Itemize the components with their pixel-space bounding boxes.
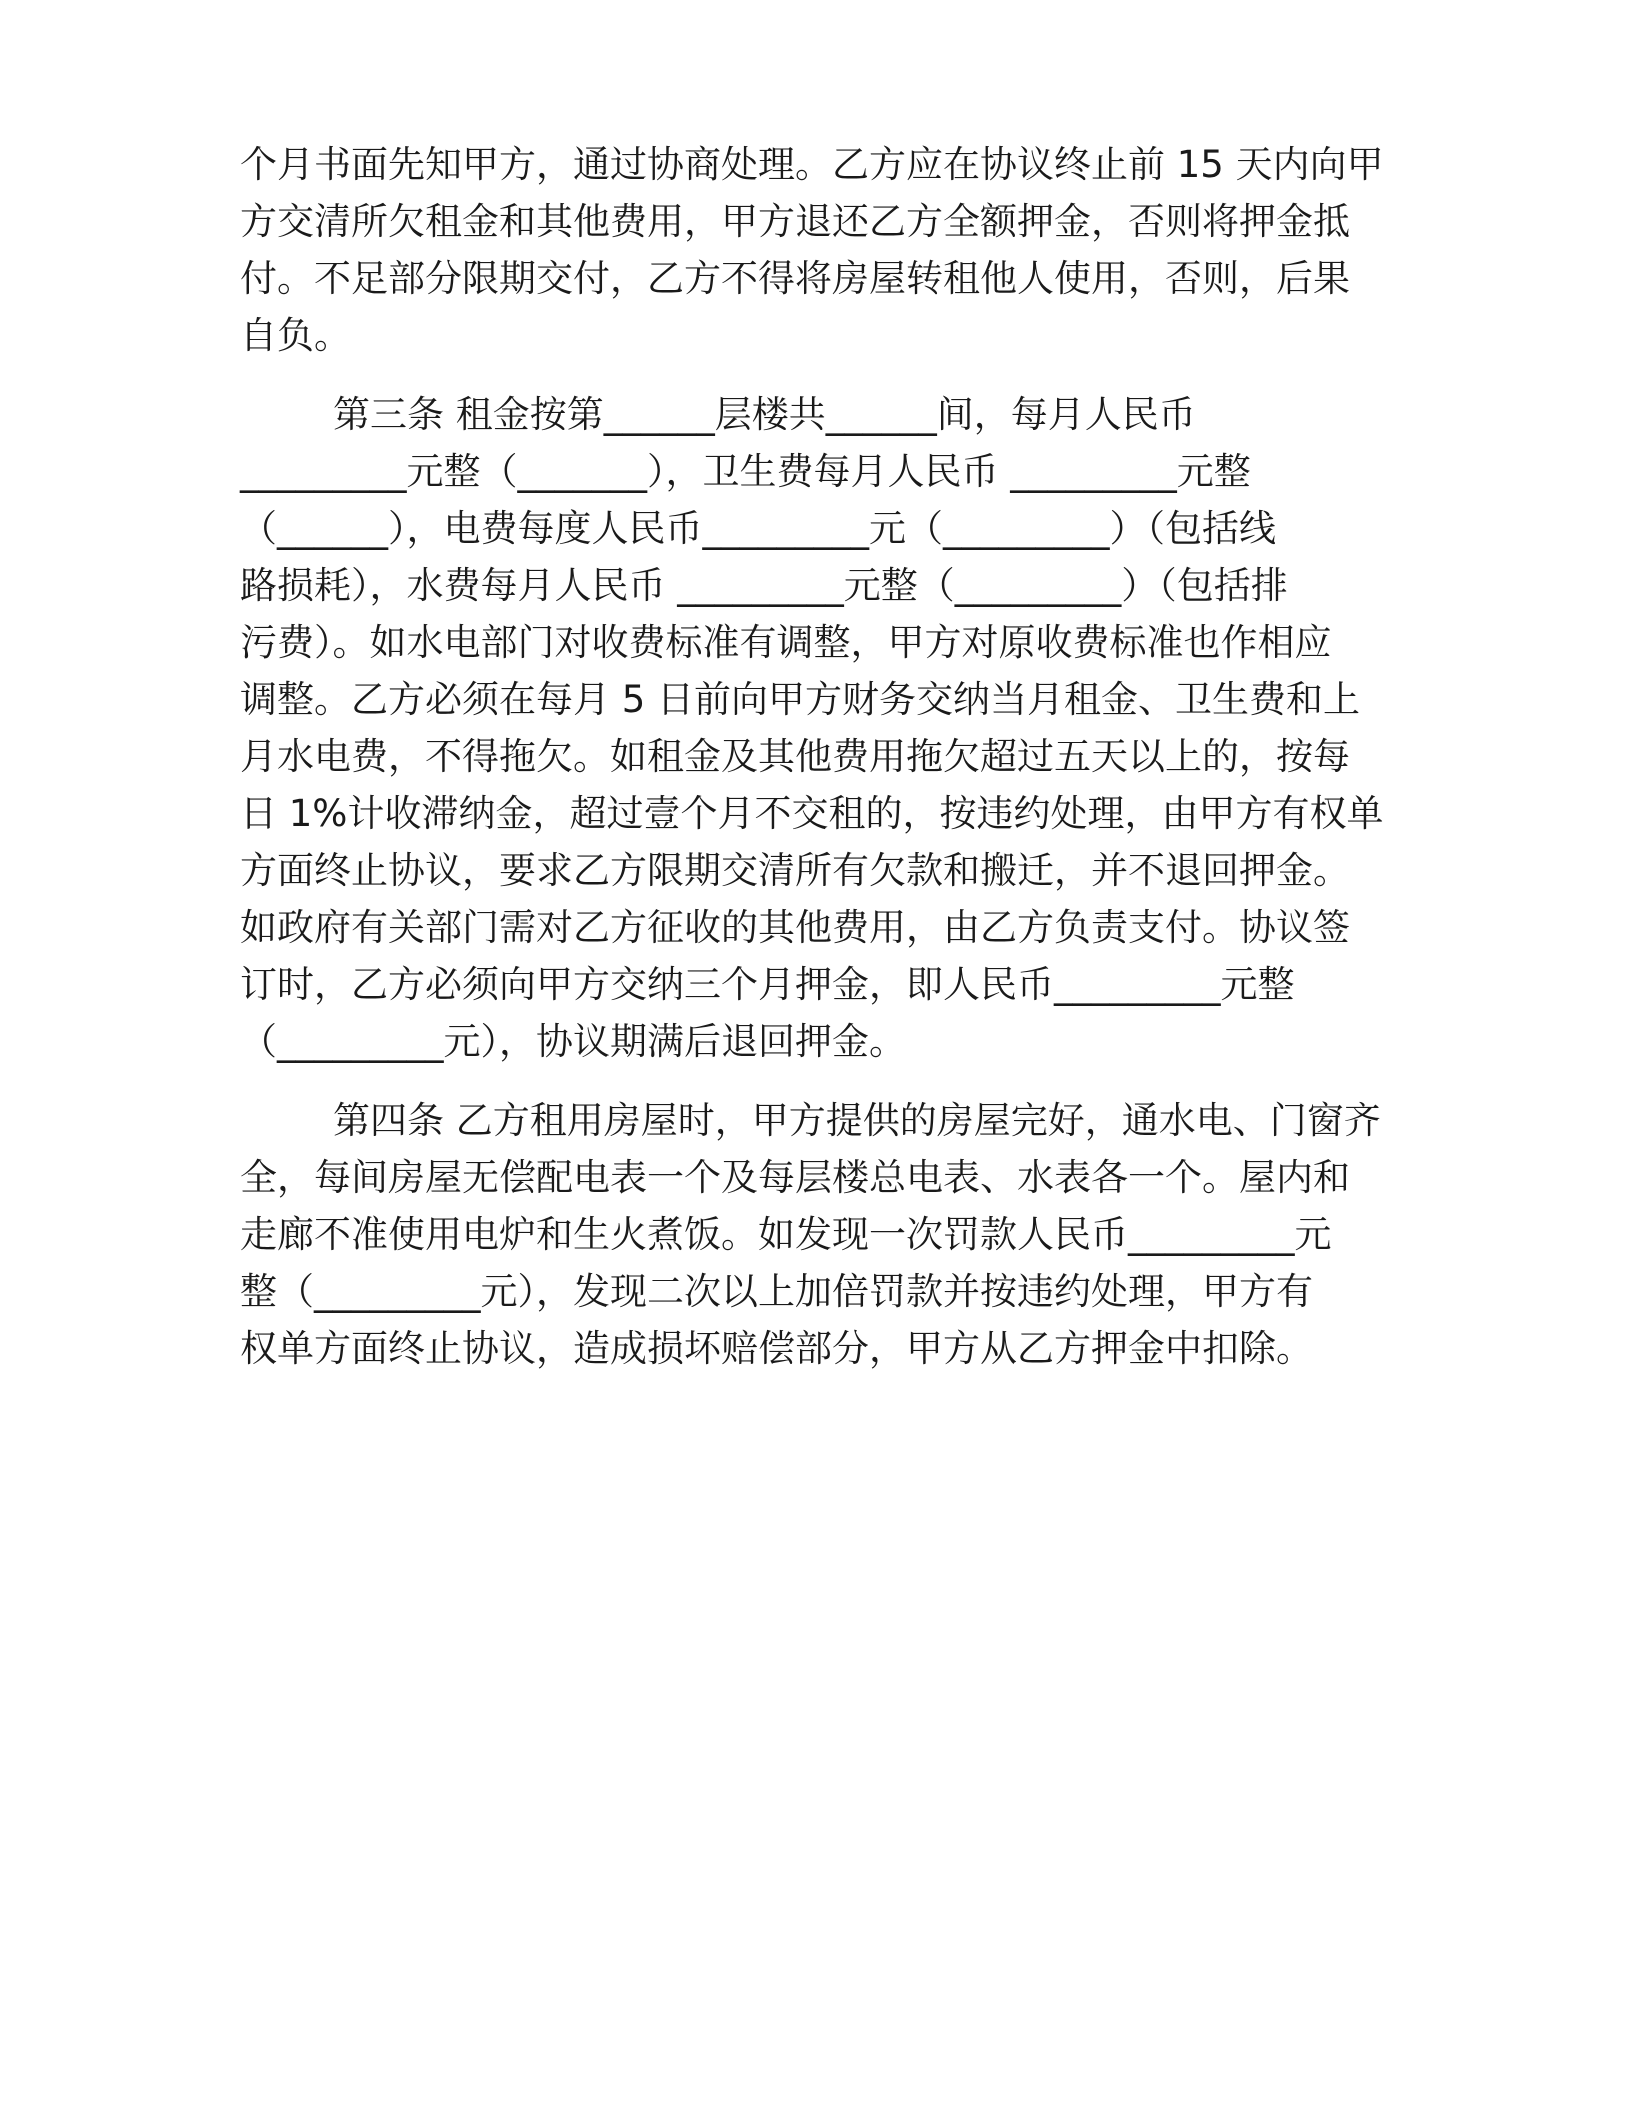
paragraph-line: 污费）。如水电部门对收费标准有调整，甲方对原收费标准也作相应	[240, 621, 1332, 664]
article-3-heading-line: 第三条 租金按第______层楼共______间，每月人民币	[333, 393, 1196, 436]
paragraph-line: 订时，乙方必须向甲方交纳三个月押金，即人民币_________元整	[240, 963, 1295, 1006]
paragraph-line: 方交清所欠租金和其他费用，甲方退还乙方全额押金，否则将押金抵	[240, 200, 1350, 243]
paragraph-line: 如政府有关部门需对乙方征收的其他费用，由乙方负责支付。协议签	[240, 906, 1350, 949]
paragraph-line: 日 1%计收滞纳金，超过壹个月不交租的，按违约处理，由甲方有权单	[240, 792, 1384, 835]
article-4-heading-line: 第四条 乙方租用房屋时，甲方提供的房屋完好，通水电、门窗齐	[333, 1099, 1381, 1142]
paragraph-line: 全，每间房屋无偿配电表一个及每层楼总电表、水表各一个。屋内和	[240, 1156, 1350, 1199]
paragraph-line: 整（_________元），发现二次以上加倍罚款并按违约处理，甲方有	[240, 1270, 1313, 1313]
paragraph-line: （_________元），协议期满后退回押金。	[240, 1020, 906, 1063]
paragraph-line: 自负。	[240, 314, 351, 357]
paragraph-line: 调整。乙方必须在每月 5 日前向甲方财务交纳当月租金、卫生费和上	[240, 678, 1361, 721]
paragraph-line: 月水电费，不得拖欠。如租金及其他费用拖欠超过五天以上的，按每	[240, 735, 1350, 778]
paragraph-line: 走廊不准使用电炉和生火煮饭。如发现一次罚款人民币_________元	[240, 1213, 1332, 1256]
paragraph-line: 路损耗），水费每月人民币 _________元整（_________）（包括排	[240, 564, 1288, 607]
paragraph-line: 权单方面终止协议，造成损坏赔偿部分，甲方从乙方押金中扣除。	[240, 1327, 1313, 1370]
paragraph-line: （______），电费每度人民币_________元（_________）（包括线	[240, 507, 1276, 550]
paragraph-line: _________元整（_______），卫生费每月人民币 _________元整	[240, 450, 1251, 493]
paragraph-line: 个月书面先知甲方，通过协商处理。乙方应在协议终止前 15 天内向甲	[240, 143, 1384, 186]
paragraph-line: 方面终止协议，要求乙方限期交清所有欠款和搬迁，并不退回押金。	[240, 849, 1350, 892]
paragraph-line: 付。不足部分限期交付，乙方不得将房屋转租他人使用，否则，后果	[240, 257, 1350, 300]
